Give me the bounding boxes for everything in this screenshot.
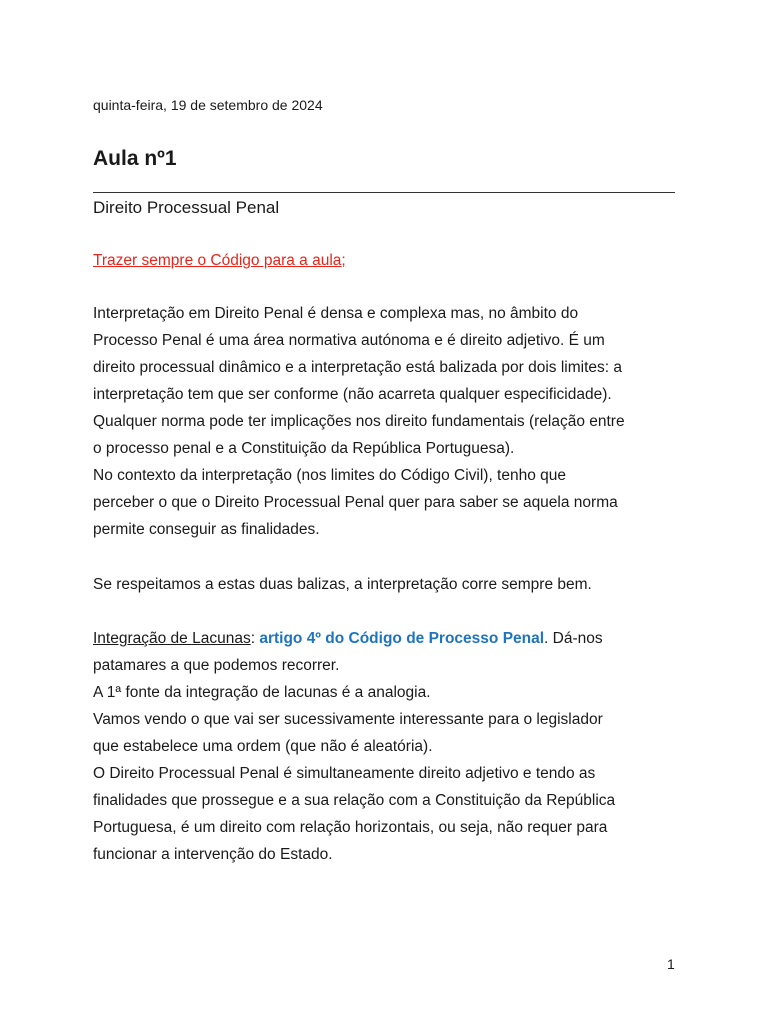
reminder-note [93, 247, 683, 274]
paragraph-balizas [93, 571, 683, 598]
title-divider [93, 192, 675, 193]
paragraph-line: permite conseguir as finalidades. [93, 521, 320, 538]
article-reference-link[interactable]: artigo 4º do Código de Processo Penal [259, 630, 545, 647]
paragraph-line: O Direito Processual Penal é simultaneamente direito adjetivo e tendo as [93, 765, 596, 782]
page-title: Aula nº1 [93, 147, 177, 170]
paragraph-line: Vamos vendo o que vai ser sucessivamente interessante para o legislador [93, 711, 603, 728]
paragraph-line: Qualquer norma pode ter implicações nos direito fundamentais (relação entre [93, 413, 625, 430]
paragraph-line: Portuguesa, é um direito com relação horizontais, ou seja, não requer para [93, 819, 608, 836]
paragraph-line: perceber o que o Direito Processual Penal quer para saber se aquela norma [93, 494, 618, 511]
reminder-link[interactable]: Trazer sempre o Código para a aula; [93, 252, 346, 269]
paragraph-line: A 1ª fonte da integração de lacunas é a analogia. [93, 684, 431, 701]
document-date: quinta-feira, 19 de setembro de 2024 [93, 97, 323, 113]
paragraph-line: No contexto da interpretação (nos limites do Código Civil), tenho que [93, 467, 567, 484]
paragraph-line: Interpretação em Direito Penal é densa e complexa mas, no âmbito do [93, 305, 579, 322]
lacunas-label: Integração de Lacunas [93, 630, 251, 647]
label-separator: : [250, 630, 260, 647]
paragraph-line [93, 625, 683, 652]
page-number: 1 [667, 956, 675, 972]
paragraph-line: Processo Penal é uma área normativa autónoma e é direito adjetivo. É um [93, 332, 605, 349]
paragraph-line: direito processual dinâmico e a interpretação está balizada por dois limites: a [93, 359, 623, 376]
paragraph-line: Se respeitamos a estas duas balizas, a interpretação corre sempre bem. [93, 576, 592, 593]
paragraph-line: finalidades que prossegue e a sua relação com a Constituição da República [93, 792, 616, 809]
document-subtitle: Direito Processual Penal [93, 198, 280, 217]
paragraph-interpretation [93, 300, 683, 543]
paragraph-line: patamares a que podemos recorrer. [93, 657, 340, 674]
paragraph-line: o processo penal e a Constituição da República Portuguesa). [93, 440, 515, 457]
paragraph-lacunas [93, 625, 683, 868]
paragraph-line: interpretação tem que ser conforme (não acarreta qualquer especificidade). [93, 386, 612, 403]
paragraph-line: funcionar a intervenção do Estado. [93, 846, 333, 863]
paragraph-line: que estabelece uma ordem (que não é aleatória). [93, 738, 433, 755]
line-continuation: . Dá-nos [544, 630, 603, 647]
